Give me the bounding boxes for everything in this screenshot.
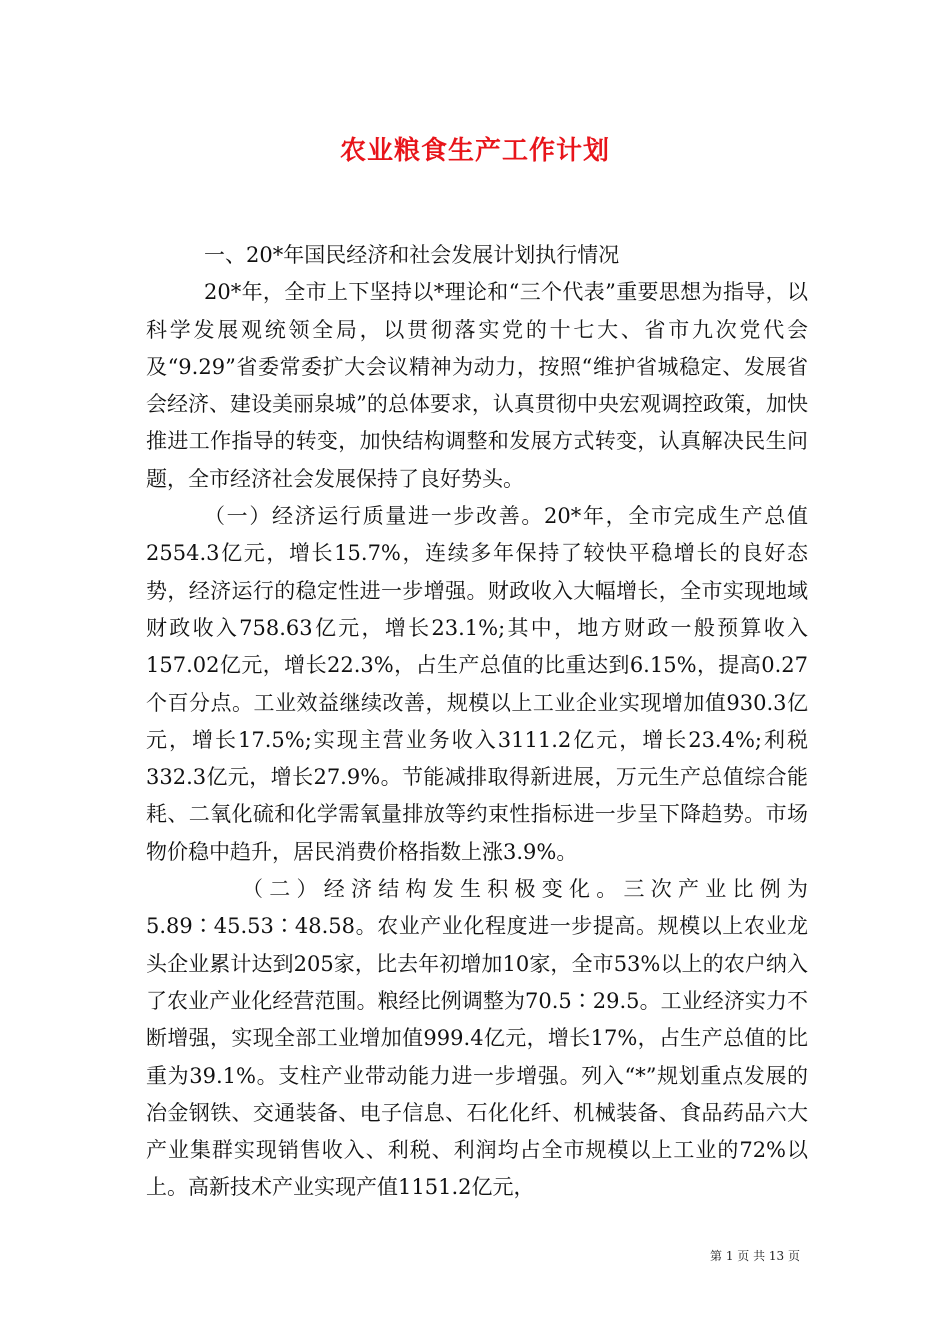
section-heading: 一、20*年国民经济和社会发展计划执行情况 bbox=[204, 243, 620, 267]
document-body bbox=[146, 237, 808, 1207]
paragraph-intro: 20*年，全市上下坚持以*理论和“三个代表”重要思想为指导，以科学发展观统领全局，以贯彻落实党的十七大、省市九次党代会及“9.29”省委常委扩大会议精神为动力，按照“维护省城稳定、发展省会经济、建设美丽泉城”的总体要求，认真贯彻中央宏观调控政策，加快推进工作指导的转变，加快结构调整和发展方式转变，认真解决民生问题，全市经济社会发展保持了良好势头。 bbox=[146, 280, 808, 491]
paragraph-economy-quality: （一）经济运行质量进一步改善。20*年，全市完成生产总值2554.3亿元，增长15.7%，连续多年保持了较快平稳增长的良好态势，经济运行的稳定性进一步增强。财政收入大幅增长，全市实现地域财政收入758.63亿元，增长23.1%;其中，地方财政一般预算收入157.02亿元，增长22.3%，占生产总值的比重达到6.15%，提高0.27个百分点。工业效益继续改善，规模以上工业企业实现增加值930.3亿元，增长17.5%;实现主营业务收入3111.2亿元，增长23.4%;利税332.3亿元，增长27.9%。节能减排取得新进展，万元生产总值综合能耗、二氧化硫和化学需氧量排放等约束性指标进一步呈下降趋势。市场物价稳中趋升，居民消费价格指数上涨3.9%。 bbox=[146, 504, 808, 864]
page-number: 第 1 页 共 13 页 bbox=[710, 1249, 800, 1263]
document-title: 农业粮食生产工作计划 bbox=[339, 136, 610, 166]
paragraph-economy-structure: （二）经济结构发生积极变化。三次产业比例为5.89∶45.53∶48.58。农业产业化程度进一步提高。规模以上农业龙头企业累计达到205家，比去年初增加10家，全市53%以上的农户纳入了农业产业化经营范围。粮经比例调整为70.5∶29.5。工业经济实力不断增强，实现全部工业增加值999.4亿元，增长17%，占生产总值的比重为39.1%。支柱产业带动能力进一步增强。列入“*”规划重点发展的冶金钢铁、交通装备、电子信息、石化化纤、机械装备、食品药品六大产业集群实现销售收入、利税、利润均占全市规模以上工业的72%以上。高新技术产业实现产值1151.2亿元， bbox=[146, 877, 808, 1200]
